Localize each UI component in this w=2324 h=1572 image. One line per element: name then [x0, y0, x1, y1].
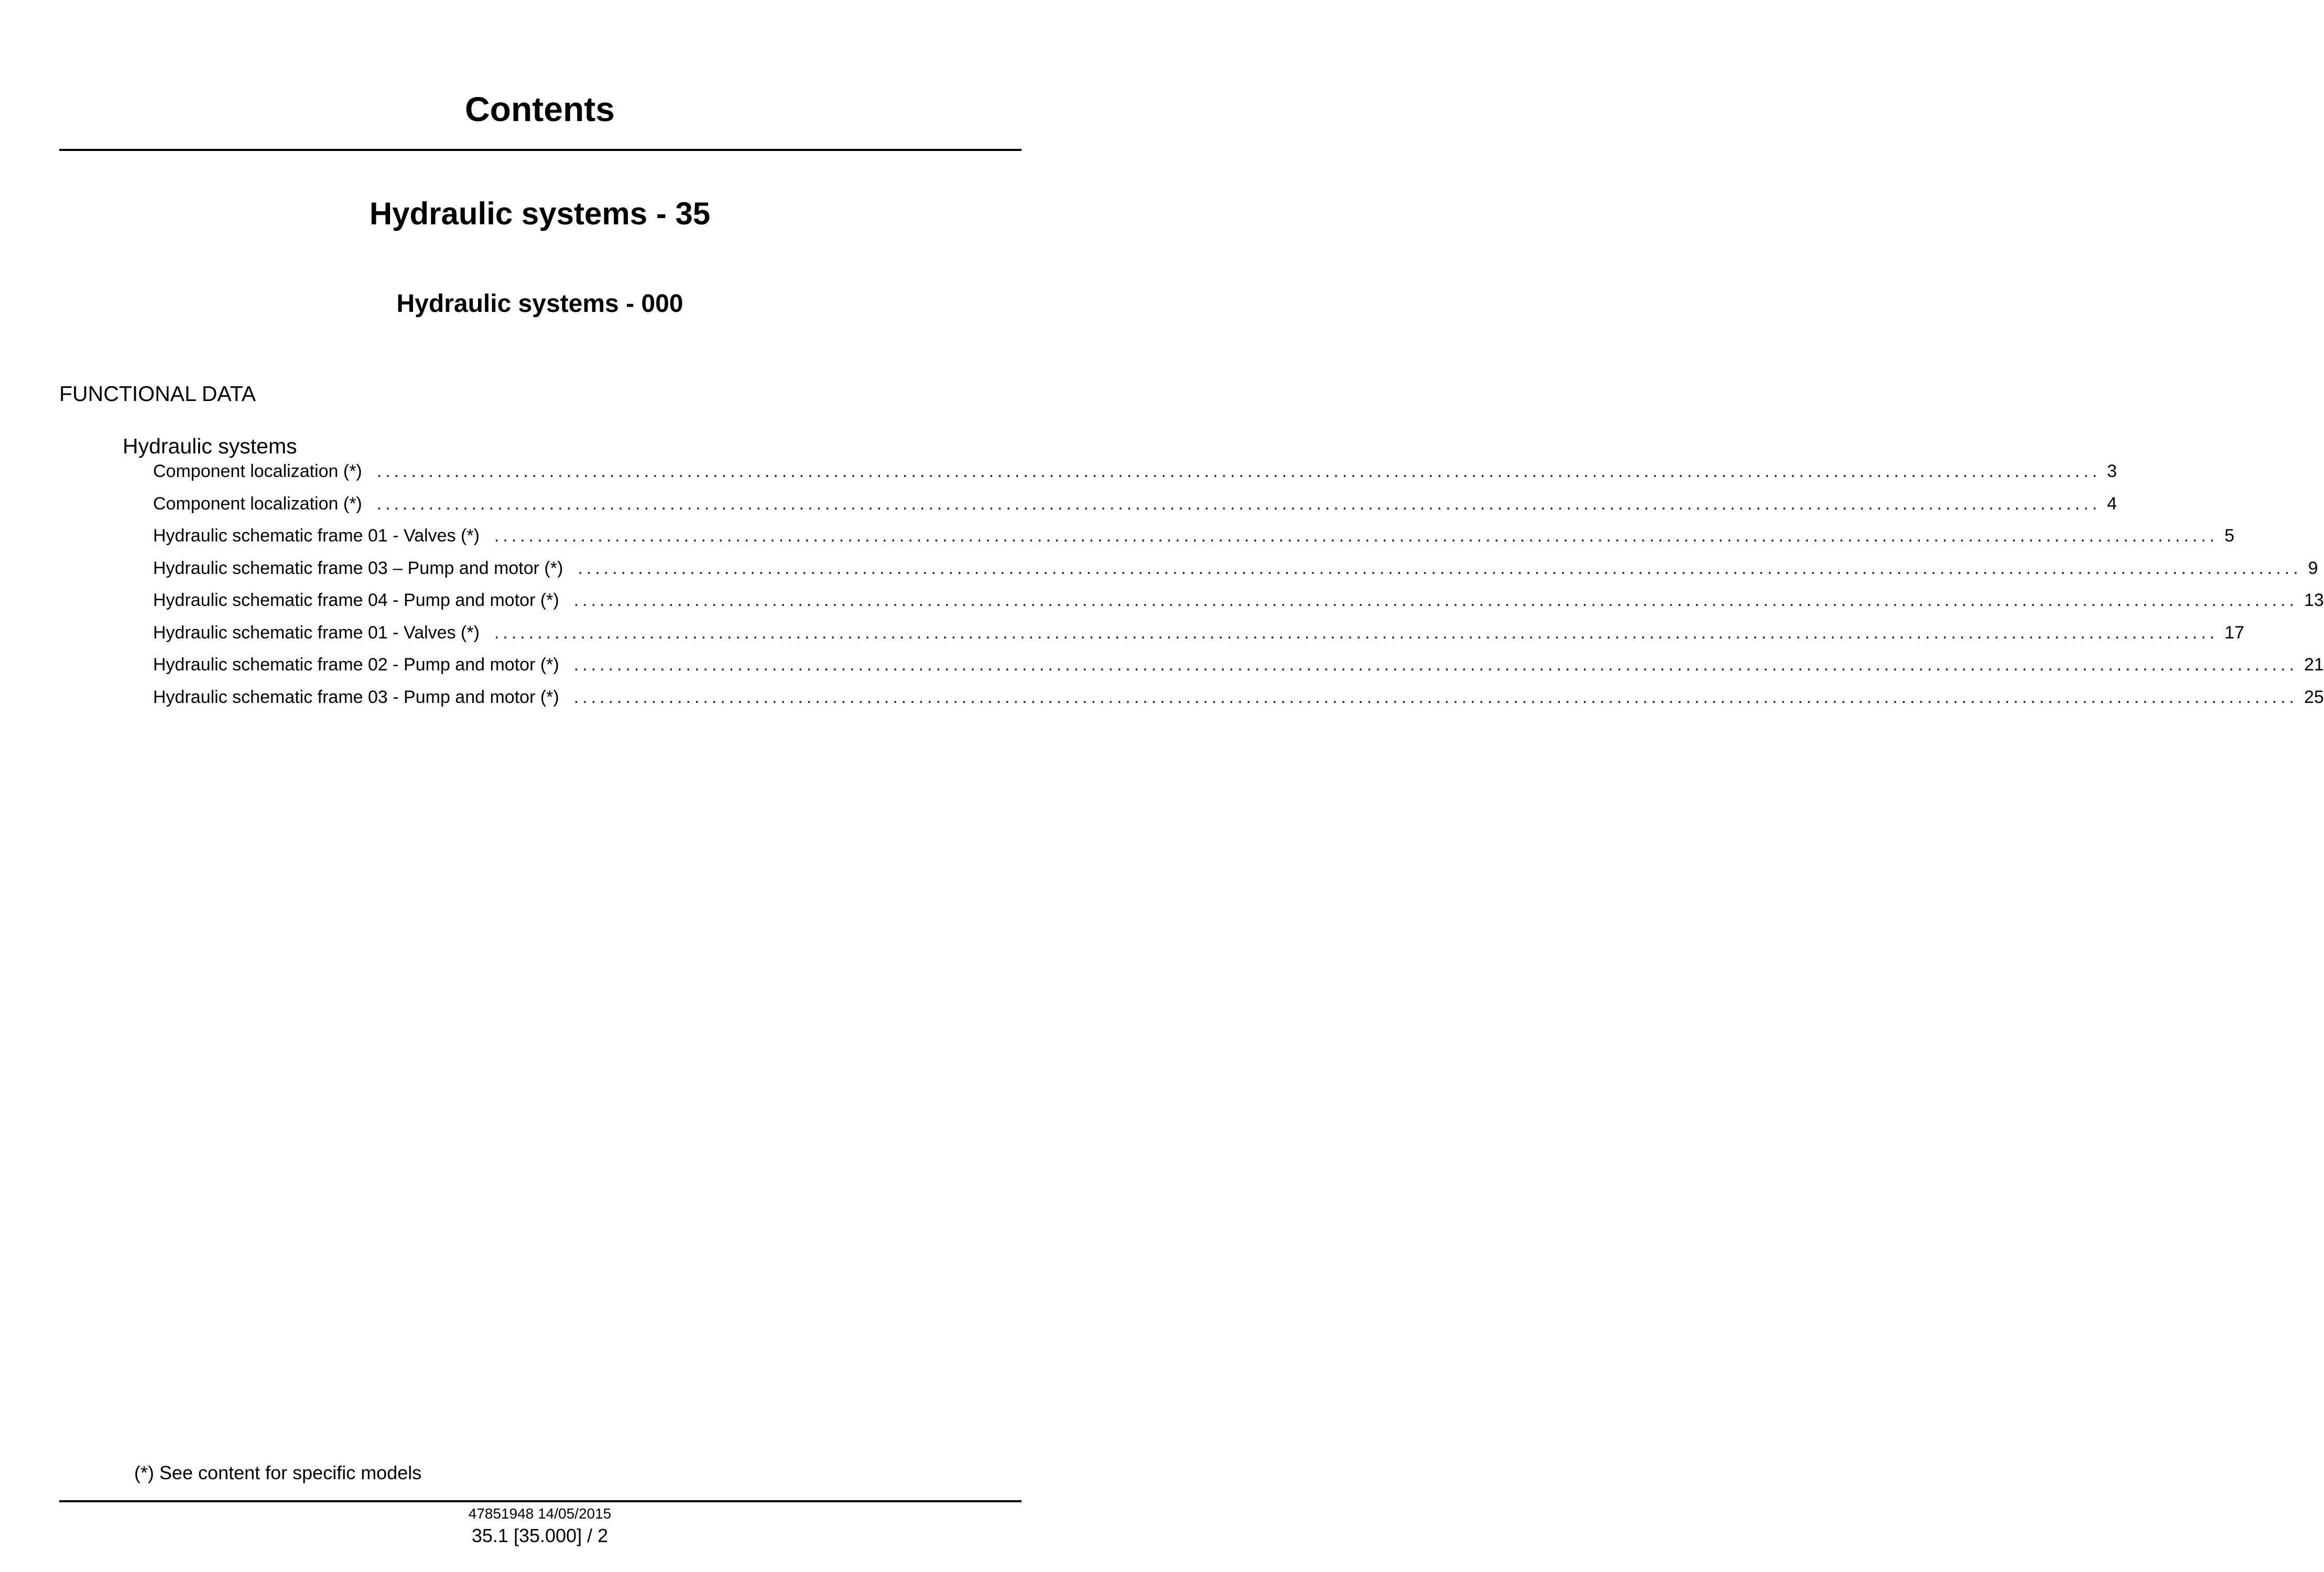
toc-entry-label: Hydraulic schematic frame 01 - Valves (*)	[153, 622, 480, 643]
toc-entry[interactable]	[153, 590, 2324, 623]
toc-dot-leader: ........................................................................................................................................................................................................	[578, 558, 2302, 578]
toc-dot-leader: ........................................................................................................................................................................................................	[376, 461, 2101, 481]
toc-entry[interactable]	[153, 687, 2324, 720]
toc-dot-leader: ........................................................................................................................................................................................................	[573, 655, 2298, 675]
toc-dot-leader: ........................................................................................................................................................................................................	[573, 687, 2298, 707]
toc-entry-label: Hydraulic schematic frame 03 - Pump and motor (*)	[153, 687, 559, 707]
toc-entry[interactable]	[153, 622, 2244, 655]
toc-entry[interactable]	[153, 655, 2324, 687]
toc-entry-page: 5	[2224, 526, 2235, 546]
toc-dot-leader: ........................................................................................................................................................................................................	[376, 493, 2101, 514]
toc-list	[153, 461, 2324, 719]
toc-entry-page: 17	[2224, 622, 2244, 643]
header-divider	[59, 149, 1022, 151]
document-id: 47851948 14/05/2015	[468, 1505, 612, 1522]
toc-dot-leader: ........................................................................................................................................................................................................	[494, 622, 2219, 643]
toc-entry-label: Hydraulic schematic frame 03 – Pump and motor (*)	[153, 558, 563, 578]
toc-entry-page: 13	[2304, 590, 2324, 610]
toc-entry-label: Hydraulic schematic frame 04 - Pump and motor (*)	[153, 590, 559, 610]
section-title: Hydraulic systems - 35	[369, 196, 711, 231]
subsection-title: Hydraulic systems - 000	[396, 290, 683, 318]
page-title: Contents	[465, 90, 615, 128]
toc-entry[interactable]	[153, 493, 2117, 526]
category-heading: FUNCTIONAL DATA	[59, 382, 256, 406]
toc-entry[interactable]	[153, 461, 2117, 494]
toc-entry[interactable]	[153, 558, 2318, 591]
toc-entry-label: Component localization (*)	[153, 493, 362, 514]
toc-dot-leader: ........................................................................................................................................................................................................	[573, 590, 2298, 610]
toc-entry-label: Hydraulic schematic frame 01 - Valves (*)	[153, 526, 480, 546]
page-number: 35.1 [35.000] / 2	[471, 1525, 609, 1546]
toc-entry-label: Hydraulic schematic frame 02 - Pump and motor (*)	[153, 655, 559, 675]
toc-entry[interactable]	[153, 526, 2235, 558]
toc-entry-page: 21	[2304, 655, 2324, 675]
group-heading: Hydraulic systems	[123, 434, 297, 458]
footnote: (*) See content for specific models	[134, 1462, 422, 1483]
toc-entry-page: 25	[2304, 687, 2324, 707]
toc-entry-page: 9	[2308, 558, 2318, 578]
toc-entry-label: Component localization (*)	[153, 461, 362, 481]
toc-dot-leader: ........................................................................................................................................................................................................	[494, 526, 2219, 546]
footer-divider	[59, 1500, 1022, 1502]
toc-entry-page: 3	[2107, 461, 2117, 481]
toc-entry-page: 4	[2107, 493, 2117, 514]
